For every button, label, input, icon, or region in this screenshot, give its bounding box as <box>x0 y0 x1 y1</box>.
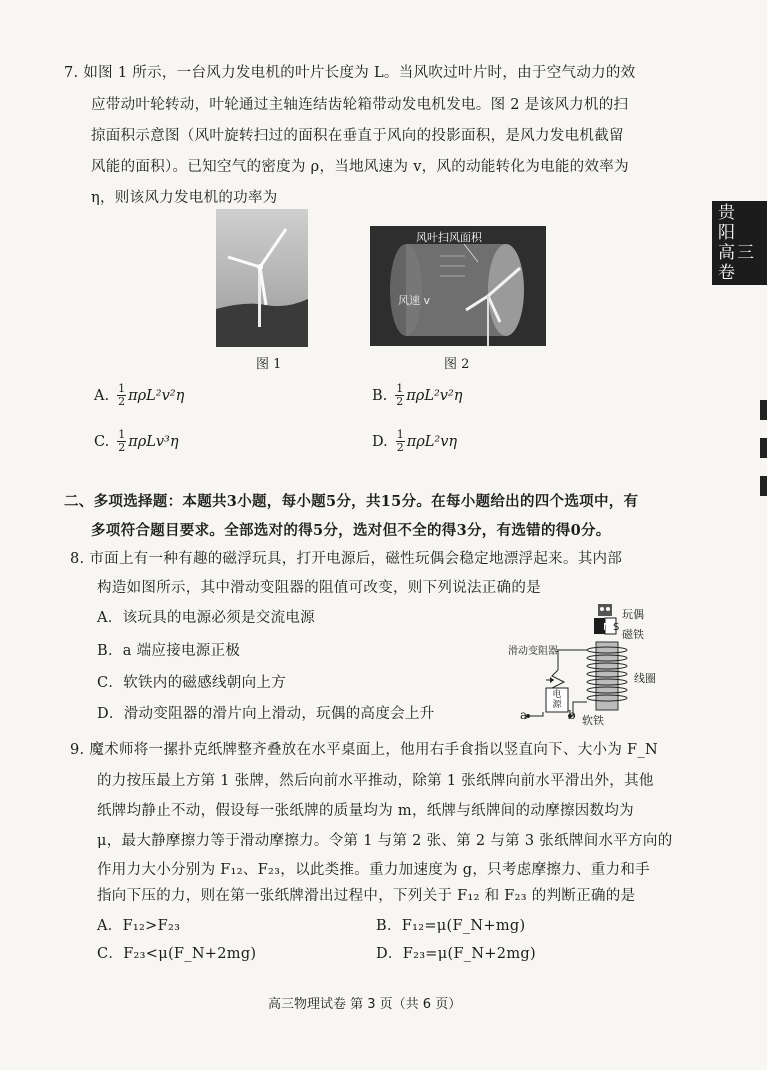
label-soft-iron: 软铁 <box>582 714 604 727</box>
page-footer: 高三物理试卷 第 3 页（共 6 页） <box>268 997 462 1012</box>
figure-1-caption: 图 1 <box>256 357 282 372</box>
magnet-pole-n: N <box>603 622 611 633</box>
terminal-b: b <box>568 708 576 722</box>
label-coil: 线圈 <box>634 672 656 685</box>
q9-line-4: μ，最大静摩擦力等于滑动摩擦力。令第 1 与第 2 张、第 2 与第 3 张纸牌间水平方向的 <box>97 833 673 849</box>
q7-option-d[interactable] <box>372 429 457 454</box>
fraction: $\frac{1}{2}$ <box>396 428 404 454</box>
side-tab-line1: 贵 阳 <box>718 203 737 243</box>
magnet-pole-s: S <box>613 622 620 633</box>
q8-line-1: 8. 市面上有一种有趣的磁浮玩具，打开电源后，磁性玩偶会稳定地漂浮起来。其内部 <box>70 551 623 567</box>
option-label: A. <box>94 387 110 404</box>
label-toy: 玩偶 <box>622 608 644 621</box>
q8-option-c[interactable]: C．软铁内的磁感线朝向上方 <box>97 675 286 691</box>
figure-2-caption: 图 2 <box>444 357 470 372</box>
q9-option-c[interactable]: C．F₂₃<μ(F_N+2mg) <box>97 946 257 962</box>
option-label: B. <box>372 387 388 404</box>
q7-line-3: 掠面积示意图（风叶旋转扫过的面积在垂直于风向的投影面积，是风力发电机截留 <box>91 128 624 144</box>
side-tab <box>712 201 767 285</box>
terminal-a: a <box>520 708 528 722</box>
option-label: D. <box>372 433 388 450</box>
q9-option-a[interactable]: A．F₁₂>F₂₃ <box>97 918 181 934</box>
q8-option-d[interactable]: D．滑动变阻器的滑片向上滑动，玩偶的高度会上升 <box>97 706 435 722</box>
q7-option-a[interactable] <box>94 383 184 408</box>
section-2-heading-line-1: 二、多项选择题：本题共3小题，每小题5分，共15分。在每小题给出的四个选项中，有 <box>64 493 639 510</box>
q7-option-c[interactable] <box>94 429 179 454</box>
q7-line-5: η，则该风力发电机的功率为 <box>91 190 278 206</box>
option-expression: πρL²v²η <box>128 387 185 404</box>
q9-line-5: 作用力大小分别为 F₁₂、F₂₃，以此类推。重力加速度为 g，只考虑摩擦力、重力和手 <box>97 862 650 878</box>
q8-option-a[interactable]: A．该玩具的电源必须是交流电源 <box>97 610 315 626</box>
q8-option-b[interactable]: B．a 端应接电源正极 <box>97 643 241 659</box>
q7-line-4: 风能的面积）。已知空气的密度为 ρ，当地风速为 v，风的动能转化为电能的效率为 <box>91 159 629 175</box>
edge-marks <box>760 400 767 530</box>
figure-2-label-speed: 风速 v <box>398 294 431 307</box>
q7-line-1: 7. 如图 1 所示，一台风力发电机的叶片长度为 L。当风吹过叶片时，由于空气动力的效 <box>64 65 636 81</box>
q9-line-1: 9. 魔术师将一摞扑克纸牌整齐叠放在水平桌面上，他用右手食指以竖直向下、大小为 F_N <box>70 742 658 758</box>
label-power-supply: 电源 <box>552 690 562 710</box>
q7-line-2: 应带动叶轮转动，叶轮通过主轴连结齿轮箱带动发电机发电。图 2 是该风力机的扫 <box>91 97 629 113</box>
figure-2-swept-area <box>370 226 546 346</box>
q9-line-6: 指向下压的力，则在第一张纸牌滑出过程中，下列关于 F₁₂ 和 F₂₃ 的判断正确的是 <box>97 888 636 904</box>
figure-1-wind-turbine-photo <box>216 209 308 347</box>
option-expression: πρL²vη <box>406 433 458 450</box>
q9-option-d[interactable]: D．F₂₃=μ(F_N+2mg) <box>376 946 536 962</box>
q8-figure-maglev <box>508 598 668 727</box>
option-expression: πρLv³η <box>128 433 179 450</box>
q9-line-2: 的力按压最上方第 1 张牌，然后向前水平推动，除第 1 张纸牌向前水平滑出外，其他 <box>97 773 654 789</box>
q7-option-b[interactable] <box>372 383 462 408</box>
figure-2-label-area: 风叶扫风面积 <box>416 231 482 244</box>
q8-line-2: 构造如图所示，其中滑动变阻器的阻值可改变，则下列说法正确的是 <box>97 580 541 596</box>
side-tab-line2: 高三卷 <box>718 243 756 283</box>
fraction: $\frac{1}{2}$ <box>118 382 126 408</box>
q9-line-3: 纸牌均静止不动，假设每一张纸牌的质量均为 m，纸牌与纸牌间的动摩擦因数均为 <box>97 803 634 819</box>
label-rheostat: 滑动变阻器 <box>508 646 558 657</box>
option-label: C. <box>94 433 110 450</box>
option-expression: πρL²v²η <box>406 387 463 404</box>
q9-option-b[interactable]: B．F₁₂=μ(F_N+mg) <box>376 918 526 934</box>
section-2-heading-line-2: 多项符合题目要求。全部选对的得5分，选对但不全的得3分，有选错的得0分。 <box>91 522 611 539</box>
label-magnet: 磁铁 <box>622 628 644 641</box>
fraction: $\frac{1}{2}$ <box>118 428 126 454</box>
fraction: $\frac{1}{2}$ <box>396 382 404 408</box>
